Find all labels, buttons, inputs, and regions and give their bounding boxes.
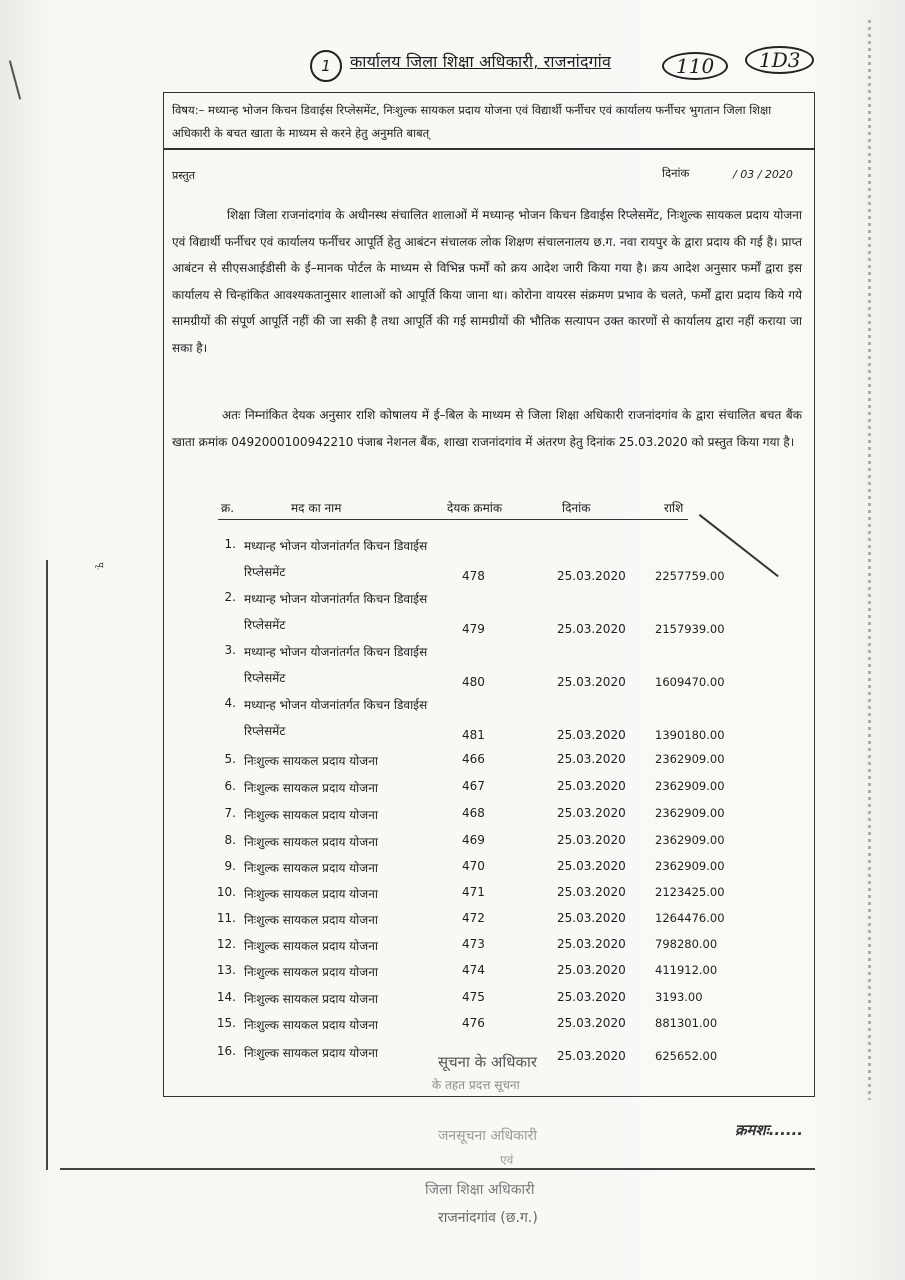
row-amount: 2362909.00 [655, 806, 725, 820]
signature-line4: राजनांदगांव (छ.ग.) [438, 1210, 538, 1226]
row-amount: 2123425.00 [655, 885, 725, 899]
continued-mark: क्रमशः...... [735, 1121, 803, 1139]
row-serial: 5. [224, 752, 236, 766]
row-item-name: निःशुल्क सायकल प्रदाय योजना [244, 992, 378, 1006]
row-item-name: निःशुल्क सायकल प्रदाय योजना [244, 939, 378, 953]
row-item-name: निःशुल्क सायकल प्रदाय योजना [244, 887, 378, 901]
row-amount: 411912.00 [655, 963, 718, 977]
signature-line2: एवं [500, 1153, 514, 1167]
row-bill-number: 475 [462, 990, 485, 1004]
table-header-num: क्र. [221, 501, 235, 515]
row-serial: 9. [224, 859, 236, 873]
row-date: 25.03.2020 [557, 752, 626, 766]
row-item-name: निःशुल्क सायकल प्रदाय योजना [244, 965, 378, 979]
signature-line3: जिला शिक्षा अधिकारी [425, 1182, 535, 1198]
row-serial: 14. [216, 990, 236, 1004]
row-serial: 12. [216, 937, 236, 951]
page-circle-number: 1 [310, 50, 342, 82]
row-bill-number: 471 [462, 885, 485, 899]
row-date: 25.03.2020 [557, 963, 626, 977]
body-paragraph-1: शिक्षा जिला राजनांदगांव के अधीनस्थ संचालित शालाओं में मध्यान्ह भोजन किचन डिवाईस रिप्लेसमेंट, निःशुल्क सायकल प्रदाय योजना एवं विद्यार्थी फर्नीचर एवं कार्यालय फर्नीचर आपूर्ति हेतु आबंटन संचालक लोक शिक्षण संचालनालय छ.ग. नवा रायपुर के द्वारा प्रदाय की गई है। प्राप्त आबंटन से सीएसआईडीसी के ई–मानक पोर्टल के माध्यम से विभिन्न फर्मों को क्रय आदेश जारी किया गया है। क्रय आदेश अनुसार फर्मों द्वारा इस कार्यालय से चिन्हांकित आवश्यकतानुसार शालाओं को आपूर्ति किया जाना था। कोरोना वायरस संक्रमण प्रभाव के चलते, फर्मों द्वारा प्रदाय किये गये सामग्रीयों की संपूर्ण आपूर्ति नहीं की जा सकी है तथा आपूर्ति की गई सामग्रीयों की भौतिक सत्यापन उक्त कारणों से कार्यालय द्वारा नहीं कराया जा सका है। [172, 208, 802, 355]
row-date: 25.03.2020 [557, 990, 626, 1004]
row-date: 25.03.2020 [557, 911, 626, 925]
row-bill-number: 473 [462, 937, 485, 951]
row-bill-number: 470 [462, 859, 485, 873]
table-header-amount: राशि [664, 501, 684, 515]
row-amount: 2257759.00 [655, 569, 725, 583]
row-amount: 1264476.00 [655, 911, 725, 925]
row-bill-number: 479 [462, 622, 485, 636]
table-header-name: मद का नाम [291, 501, 342, 515]
row-item-name: मध्यान्ह भोजन योजनांतर्गत किचन डिवाईस रिप्लेसमेंट [244, 592, 428, 632]
row-date: 25.03.2020 [557, 1049, 626, 1063]
row-serial: 3. [224, 643, 236, 657]
row-bill-number: 474 [462, 963, 485, 977]
row-item-name: मध्यान्ह भोजन योजनांतर्गत किचन डिवाईस रिप्लेसमेंट [244, 698, 428, 738]
row-item-name: निःशुल्क सायकल प्रदाय योजना [244, 861, 378, 875]
frame-bottom-line [60, 1168, 815, 1170]
row-date: 25.03.2020 [557, 779, 626, 793]
row-bill-number: 468 [462, 806, 485, 820]
frame-left-extension [46, 560, 48, 1170]
row-date: 25.03.2020 [557, 937, 626, 951]
row-serial: 16. [216, 1044, 236, 1058]
rti-stamp-line2: के तहत प्रदत्त सूचना [432, 1078, 520, 1092]
prastut-label: प्रस्तुत [172, 169, 196, 182]
handwritten-number-a: 110 [662, 52, 728, 80]
row-date: 25.03.2020 [557, 806, 626, 820]
row-amount: 1609470.00 [655, 675, 725, 689]
rti-stamp-line1: सूचना के अधिकार [438, 1053, 538, 1071]
row-date: 25.03.2020 [557, 885, 626, 899]
row-date: 25.03.2020 [557, 859, 626, 873]
row-item-name: मध्यान्ह भोजन योजनांतर्गत किचन डिवाईस रिप्लेसमेंट [244, 645, 428, 685]
row-date: 25.03.2020 [557, 728, 626, 742]
row-bill-number: 466 [462, 752, 485, 766]
subject-divider [163, 148, 815, 150]
row-amount: 2362909.00 [655, 779, 725, 793]
row-item-name: निःशुल्क सायकल प्रदाय योजना [244, 808, 378, 822]
row-serial: 10. [216, 885, 236, 899]
row-bill-number: 472 [462, 911, 485, 925]
row-bill-number: 469 [462, 833, 485, 847]
row-serial: 1. [224, 537, 236, 551]
row-date: 25.03.2020 [557, 569, 626, 583]
row-amount: 1390180.00 [655, 728, 725, 742]
row-item-name: निःशुल्क सायकल प्रदाय योजना [244, 913, 378, 927]
handwritten-number-b: 1D3 [745, 46, 814, 74]
margin-note: पृ. [94, 562, 105, 571]
row-bill-number: 481 [462, 728, 485, 742]
row-item-name: मध्यान्ह भोजन योजनांतर्गत किचन डिवाईस रिप्लेसमेंट [244, 539, 428, 579]
row-date: 25.03.2020 [557, 833, 626, 847]
row-date: 25.03.2020 [557, 1016, 626, 1030]
date-label: दिनांक [662, 166, 690, 180]
row-serial: 7. [224, 806, 236, 820]
row-item-name: निःशुल्क सायकल प्रदाय योजना [244, 1018, 378, 1032]
row-item-name: निःशुल्क सायकल प्रदाय योजना [244, 835, 378, 849]
row-amount: 625652.00 [655, 1049, 718, 1063]
row-item-name: निःशुल्क सायकल प्रदाय योजना [244, 754, 378, 768]
subject-line: विषय:– मध्यान्ह भोजन किचन डिवाईस रिप्लेसमेंट, निःशुल्क सायकल प्रदाय योजना एवं विद्यार्थी फर्नीचर एवं कार्यालय फर्नीचर भुगतान जिला शिक्षा अधिकारी के बचत खाता के माध्यम से करने हेतु अनुमति बाबत् [172, 103, 772, 140]
row-amount: 3193.00 [655, 990, 703, 1004]
table-header-underline [218, 519, 688, 520]
row-serial: 11. [216, 911, 236, 925]
row-serial: 4. [224, 696, 236, 710]
row-date: 25.03.2020 [557, 675, 626, 689]
row-bill-number: 480 [462, 675, 485, 689]
row-amount: 2157939.00 [655, 622, 725, 636]
row-serial: 8. [224, 833, 236, 847]
scan-edge-marks [868, 20, 871, 1100]
row-serial: 15. [216, 1016, 236, 1030]
office-title: कार्यालय जिला शिक्षा अधिकारी, राजनांदगांव [350, 52, 612, 71]
row-item-name: निःशुल्क सायकल प्रदाय योजना [244, 1046, 378, 1060]
row-serial: 13. [216, 963, 236, 977]
row-bill-number: 467 [462, 779, 485, 793]
row-bill-number: 478 [462, 569, 485, 583]
row-amount: 798280.00 [655, 937, 718, 951]
row-serial: 2. [224, 590, 236, 604]
date-value: / 03 / 2020 [733, 168, 793, 181]
row-amount: 2362909.00 [655, 833, 725, 847]
table-header-deyak: देयक क्रमांक [447, 501, 503, 515]
table-header-date: दिनांक [562, 501, 591, 515]
row-amount: 2362909.00 [655, 752, 725, 766]
row-date: 25.03.2020 [557, 622, 626, 636]
row-serial: 6. [224, 779, 236, 793]
row-item-name: निःशुल्क सायकल प्रदाय योजना [244, 781, 378, 795]
row-amount: 881301.00 [655, 1016, 718, 1030]
row-bill-number: 476 [462, 1016, 485, 1030]
body-paragraph-2: अतः निम्नांकित देयक अनुसार राशि कोषालय में ई–बिल के माध्यम से जिला शिक्षा अधिकारी राजनांदगांव के द्वारा संचालित बचत बैंक खाता क्रमांक 0492000100942210 पंजाब नेशनल बैंक, शाखा राजनांदगांव में अंतरण हेतु दिनांक 25.03.2020 को प्रस्तुत किया गया है। [172, 408, 802, 449]
signature-line1: जनसूचना अधिकारी [438, 1128, 538, 1144]
row-amount: 2362909.00 [655, 859, 725, 873]
